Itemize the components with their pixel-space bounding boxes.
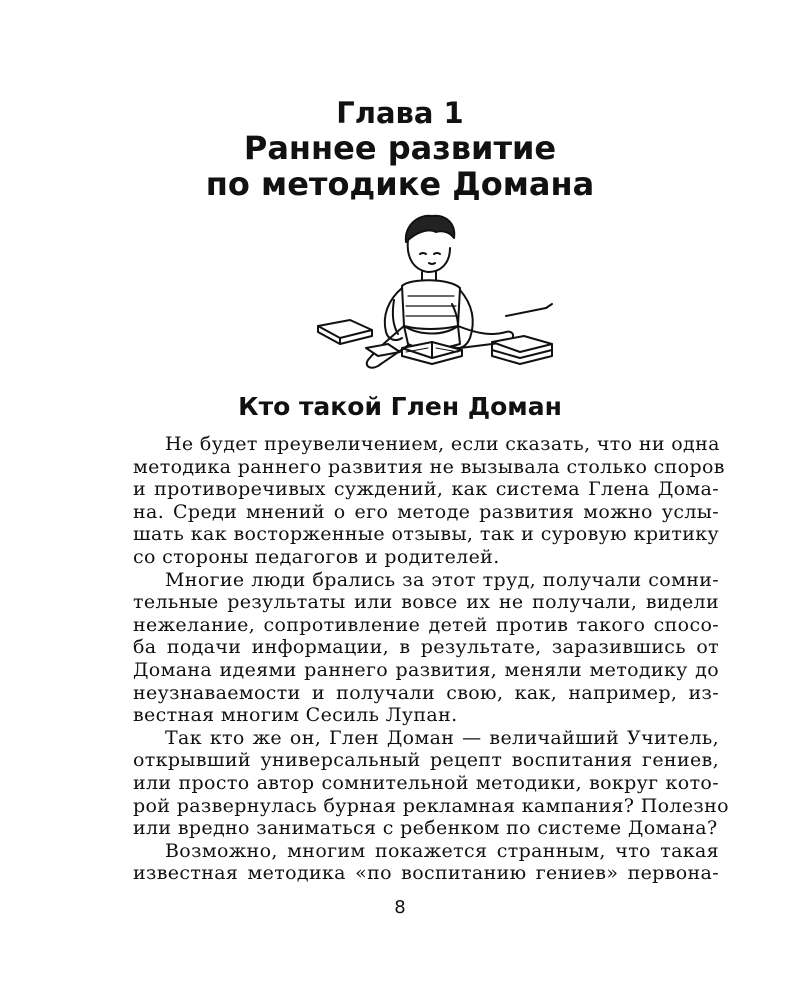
child-reading-books-illustration [310,208,570,376]
text-line: Так кто же он, Глен Доман — величайший Учитель, [165,726,719,749]
text-line: Домана идеями раннего развития, меняли методику до [133,658,719,681]
text-line: открывший универсальный рецепт воспитания гениев, [133,749,719,772]
text-line: шать как восторженные отзывы, так и суровую критику [133,523,719,546]
text-line: методика раннего развития не вызывала столько споров [133,455,725,478]
chapter-label: Глава 1 [336,96,464,130]
text-line: ба подачи информации, в результате, заразившись от [133,636,719,659]
text-line: Не будет преувеличением, если сказать, что ни одна [165,433,720,455]
body-text [133,433,729,885]
chapter-title-line-1: Раннее развитие [243,129,557,167]
chapter-title-line-2: по методике Домана [205,165,595,203]
text-line: тельные результаты или вовсе их не получали, видели [133,591,719,614]
text-line: вестная многим Сесиль Лупан. [133,704,458,727]
text-line: или вредно заниматься с ребенком по системе Домана? [133,817,718,840]
page-number: 8 [394,897,406,918]
section-title: Кто такой Глен Доман [238,392,562,421]
text-line: рой развернулась бурная рекламная кампания? Полезно [133,794,729,817]
text-line: и противоречивых суждений, как система Глена Дома- [133,478,719,501]
text-line: Многие люди брались за этот труд, получали сомни- [165,568,719,591]
text-line: неузнаваемости и получали свою, как, например, из- [133,681,719,704]
text-line: или просто автор сомнительной методики, вокруг кото- [133,771,719,794]
text-line: нежелание, сопротивление детей против такого спосо- [133,613,719,636]
text-line: известная методика «по воспитанию гениев» первона- [133,862,719,885]
text-line: Возможно, многим покажется странным, что такая [165,839,719,862]
text-line: на. Среди мнений о его методе развития можно услы- [133,500,719,523]
text-line: со стороны педагогов и родителей. [133,545,500,568]
